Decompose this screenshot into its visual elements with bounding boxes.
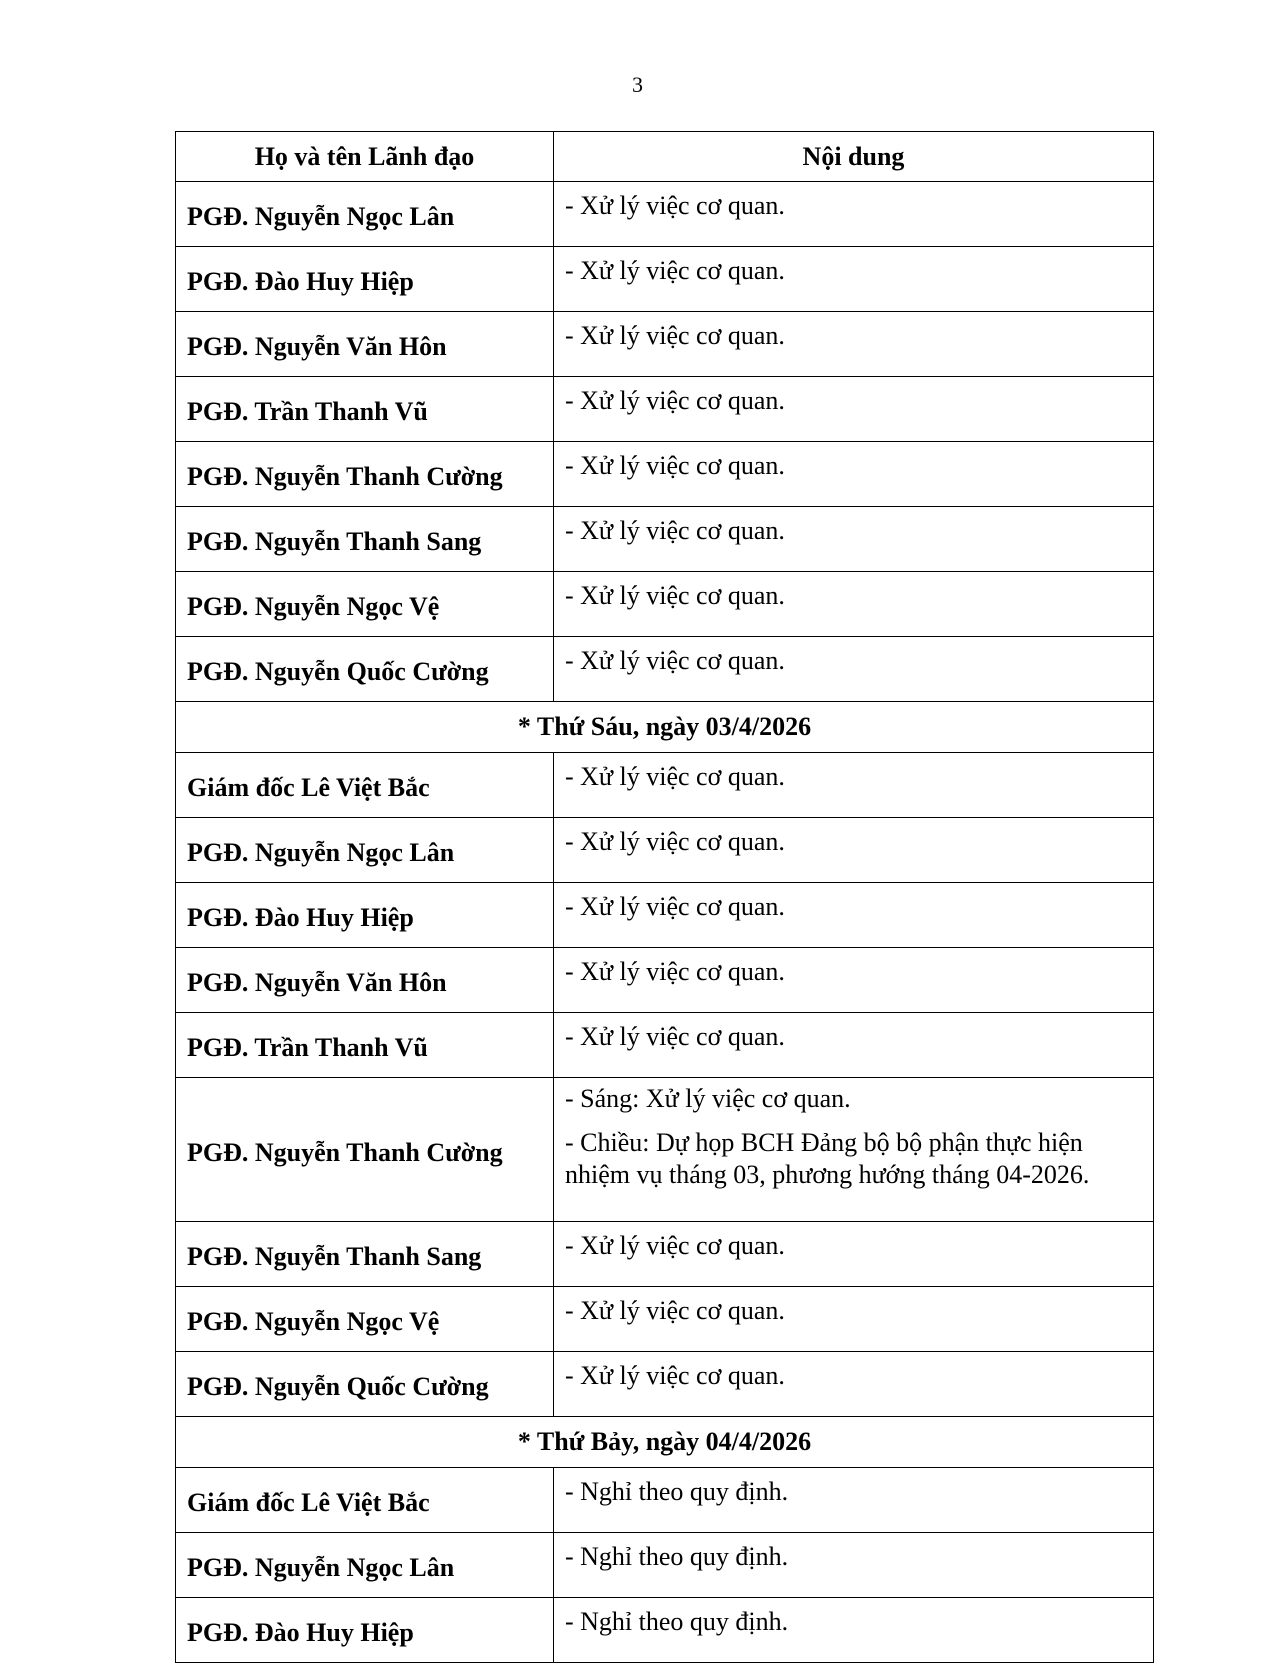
task-content — [554, 442, 1154, 507]
task-line: - Xử lý việc cơ quan. — [565, 256, 785, 285]
leader-name: Giám đốc Lê Việt Bắc — [176, 753, 554, 818]
task-line: - Xử lý việc cơ quan. — [565, 321, 785, 350]
leader-name: PGĐ. Nguyễn Quốc Cường — [176, 637, 554, 702]
task-line: - Xử lý việc cơ quan. — [565, 451, 785, 480]
task-content — [554, 753, 1154, 818]
table-row — [176, 753, 1154, 818]
table-body — [176, 182, 1154, 1663]
task-content — [554, 948, 1154, 1013]
task-content — [554, 1013, 1154, 1078]
task-line: - Xử lý việc cơ quan. — [565, 957, 785, 986]
leader-name: PGĐ. Nguyễn Thanh Sang — [176, 1222, 554, 1287]
table-row — [176, 572, 1154, 637]
task-line: - Xử lý việc cơ quan. — [565, 581, 785, 610]
task-line: - Nghỉ theo quy định. — [565, 1542, 789, 1571]
table-header-row — [176, 132, 1154, 182]
table-row — [176, 182, 1154, 247]
day-heading: * Thứ Bảy, ngày 04/4/2026 — [176, 1417, 1154, 1468]
leader-name: PGĐ. Nguyễn Thanh Cường — [176, 1078, 554, 1222]
task-content — [554, 637, 1154, 702]
task-line: - Nghỉ theo quy định. — [565, 1477, 789, 1506]
table-row — [176, 312, 1154, 377]
task-content — [554, 1287, 1154, 1352]
table-row — [176, 1598, 1154, 1663]
task-content — [554, 247, 1154, 312]
leader-name: PGĐ. Nguyễn Thanh Sang — [176, 507, 554, 572]
task-content — [554, 818, 1154, 883]
leader-name: PGĐ. Đào Huy Hiệp — [176, 883, 554, 948]
header-content: Nội dung — [554, 132, 1154, 182]
leader-name: PGĐ. Nguyễn Văn Hôn — [176, 948, 554, 1013]
task-content — [554, 1078, 1154, 1222]
task-line: - Xử lý việc cơ quan. — [565, 827, 785, 856]
day-heading: * Thứ Sáu, ngày 03/4/2026 — [176, 702, 1154, 753]
task-content — [554, 1598, 1154, 1663]
table-row — [176, 1287, 1154, 1352]
leader-name: PGĐ. Đào Huy Hiệp — [176, 1598, 554, 1663]
task-line: - Xử lý việc cơ quan. — [565, 1022, 785, 1051]
task-content — [554, 312, 1154, 377]
table-row — [176, 1533, 1154, 1598]
task-content — [554, 182, 1154, 247]
leader-name: PGĐ. Đào Huy Hiệp — [176, 247, 554, 312]
task-line: - Nghỉ theo quy định. — [565, 1607, 789, 1636]
day-row — [176, 1417, 1154, 1468]
table-row — [176, 507, 1154, 572]
table-row — [176, 442, 1154, 507]
leader-name: PGĐ. Nguyễn Quốc Cường — [176, 1352, 554, 1417]
task-line: - Xử lý việc cơ quan. — [565, 892, 785, 921]
task-content — [554, 507, 1154, 572]
task-line: - Xử lý việc cơ quan. — [565, 386, 785, 415]
table-row — [176, 883, 1154, 948]
leader-name: PGĐ. Nguyễn Ngọc Vệ — [176, 1287, 554, 1352]
leader-schedule-table — [175, 131, 1154, 1663]
task-line: - Xử lý việc cơ quan. — [565, 646, 785, 675]
task-line: - Sáng: Xử lý việc cơ quan. — [565, 1084, 851, 1113]
task-line: - Xử lý việc cơ quan. — [565, 1231, 785, 1260]
task-line: - Xử lý việc cơ quan. — [565, 191, 785, 220]
task-content — [554, 1352, 1154, 1417]
page-number: 3 — [632, 72, 643, 97]
header-name: Họ và tên Lãnh đạo — [176, 132, 554, 182]
table-row — [176, 948, 1154, 1013]
task-content — [554, 572, 1154, 637]
task-content — [554, 1533, 1154, 1598]
task-line: - Xử lý việc cơ quan. — [565, 762, 785, 791]
task-content — [554, 1468, 1154, 1533]
table-row — [176, 1222, 1154, 1287]
task-content — [554, 377, 1154, 442]
task-line: - Xử lý việc cơ quan. — [565, 516, 785, 545]
leader-name: PGĐ. Trần Thanh Vũ — [176, 377, 554, 442]
table-row — [176, 1013, 1154, 1078]
task-line: - Xử lý việc cơ quan. — [565, 1296, 785, 1325]
table-row — [176, 1468, 1154, 1533]
leader-name: PGĐ. Nguyễn Ngọc Lân — [176, 182, 554, 247]
leader-name: PGĐ. Nguyễn Ngọc Vệ — [176, 572, 554, 637]
day-row — [176, 702, 1154, 753]
table-row — [176, 247, 1154, 312]
leader-name: PGĐ. Nguyễn Ngọc Lân — [176, 1533, 554, 1598]
table-row — [176, 818, 1154, 883]
leader-name: PGĐ. Nguyễn Ngọc Lân — [176, 818, 554, 883]
table-row — [176, 1352, 1154, 1417]
leader-name: Giám đốc Lê Việt Bắc — [176, 1468, 554, 1533]
table-row — [176, 377, 1154, 442]
task-line: - Chiều: Dự họp BCH Đảng bộ bộ phận thực hiện nhiệm vụ tháng 03, phương hướng tháng 04-2026. — [565, 1128, 1090, 1189]
task-content — [554, 1222, 1154, 1287]
table-row — [176, 1078, 1154, 1222]
task-content — [554, 883, 1154, 948]
leader-name: PGĐ. Nguyễn Văn Hôn — [176, 312, 554, 377]
leader-name: PGĐ. Trần Thanh Vũ — [176, 1013, 554, 1078]
task-line: - Xử lý việc cơ quan. — [565, 1361, 785, 1390]
table-row — [176, 637, 1154, 702]
leader-name: PGĐ. Nguyễn Thanh Cường — [176, 442, 554, 507]
